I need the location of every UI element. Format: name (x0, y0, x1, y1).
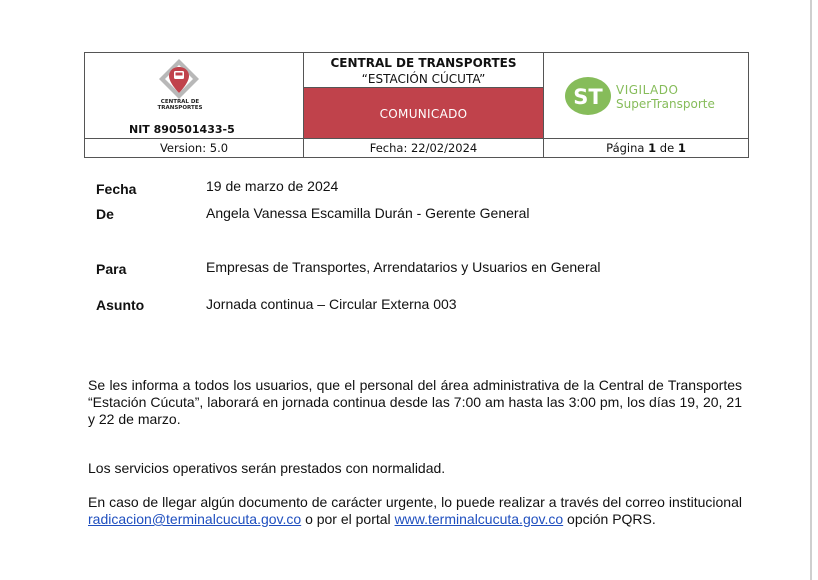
para-label: Para (96, 261, 127, 277)
vigilado-text: VIGILADO SuperTransporte (616, 83, 715, 111)
asunto-label: Asunto (96, 297, 145, 313)
body-paragraph-3: En caso de llegar algún documento de carácter urgente, lo puede realizar a través del correo institucional radicacion@terminalcucuta.gov.co o por el portal www.terminalcucuta.gov.co opción PQRS. (88, 494, 742, 527)
supertransporte-logo-icon (564, 75, 612, 117)
pagina-cell (543, 138, 749, 158)
org-title-cell (303, 52, 544, 88)
header-date: Fecha: 22/02/2024 (369, 141, 478, 155)
central-transportes-logo-icon (157, 57, 201, 103)
logo-caption: CENTRAL DE TRANSPORTES (157, 99, 203, 111)
svg-text:ST: ST (573, 85, 603, 109)
de-value: Angela Vanessa Escamilla Durán - Gerente General (206, 205, 530, 221)
org-title: CENTRAL DE TRANSPORTES “ESTACIÓN CÚCUTA” (330, 56, 517, 86)
asunto-value: Jornada continua – Circular Externa 003 (206, 296, 457, 312)
fecha-value: 19 de marzo de 2024 (206, 178, 339, 194)
nit-number: NIT 890501433-5 (129, 123, 235, 136)
doc-type-cell (303, 87, 544, 139)
page-number: Página 1 de 1 (606, 141, 686, 155)
para-value: Empresas de Transportes, Arrendatarios y Usuarios en General (206, 259, 601, 275)
supertransporte-cell (543, 52, 749, 139)
doc-type: COMUNICADO (379, 107, 468, 121)
email-link[interactable]: radicacion@terminalcucuta.gov.co (88, 511, 302, 527)
logo-cell (84, 52, 304, 139)
fecha-label: Fecha (96, 181, 137, 197)
body-paragraph-1: Se les informa a todos los usuarios, que el personal del área administrativa de la Central de Transportes “Estación Cúcuta”, laborará en jornada continua desde las 7:00 am hasta las 3:00 pm, los días 19, 20, 21 y 22 de marzo. (88, 377, 742, 427)
portal-link[interactable]: www.terminalcucuta.gov.co (394, 511, 564, 527)
version: Version: 5.0 (159, 141, 229, 155)
version-cell (84, 138, 304, 158)
body-paragraph-2: Los servicios operativos serán prestados con normalidad. (88, 460, 446, 476)
fecha-cell (303, 138, 544, 158)
document-header (84, 52, 749, 158)
de-label: De (96, 206, 114, 222)
